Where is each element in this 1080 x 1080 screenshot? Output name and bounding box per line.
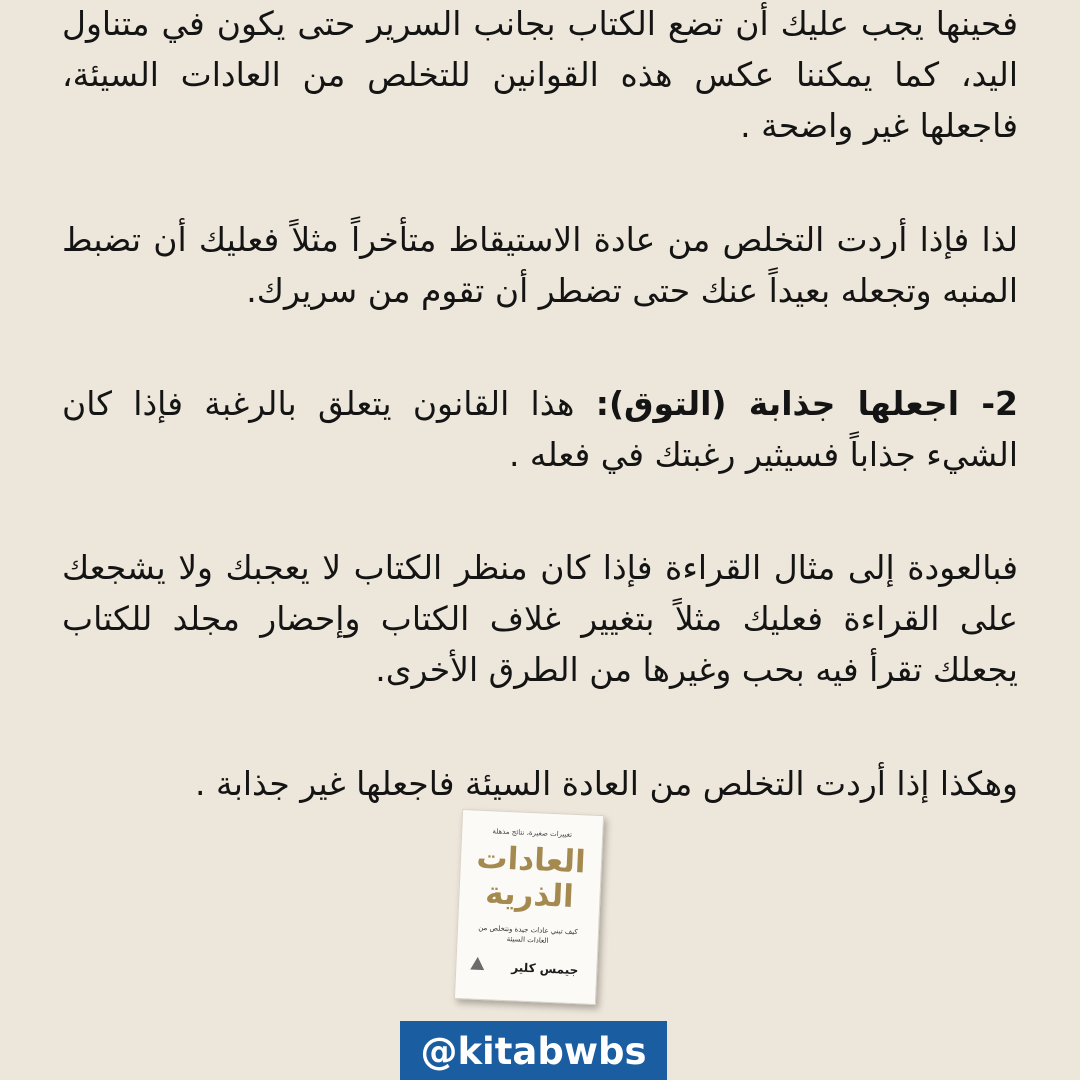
paragraph-1: فحينها يجب عليك أن تضع الكتاب بجانب السرير حتى يكون في متناول اليد، كما يمكننا عكس هذه القوانين للتخلص من العادات السيئة، فاجعلها غير واضحة . — [62, 4, 1018, 145]
rule-description: هذا القانون يتعلق بالرغبة فإذا كان الشيء جذاباً فسيثير رغبتك في فعله . — [62, 384, 1018, 474]
paragraph-4: فبالعودة إلى مثال القراءة فإذا كان منظر الكتاب لا يعجبك ولا يشجعك على القراءة فعليك مثلاً بتغيير غلاف الكتاب وإحضار مجلد للكتاب يجعلك تقرأ فيه بحب وغيرها من الطرق الأخرى. — [62, 548, 1018, 689]
book-subtitle: كيف تبني عادات جيدة وتتخلص من العادات السيئة — [478, 923, 578, 945]
publisher-logo-icon — [470, 957, 485, 971]
paragraph-5: وهكذا إذا أردت التخلص من العادة السيئة فاجعلها غير جذابة . — [195, 764, 1018, 803]
social-handle-badge: @kitabwbs — [400, 1021, 667, 1080]
book-cover-image — [454, 809, 604, 1005]
paragraph-3 — [62, 378, 1018, 480]
book-title: العادات الذرية — [475, 839, 587, 915]
paragraph-2: لذا فإذا أردت التخلص من عادة الاستيقاظ متأخراً مثلاً فعليك أن تضبط المنبه وتجعله بعيداً عنك حتى تضطر أن تقوم من سريرك. — [62, 220, 1018, 310]
book-author: جيمس كلير — [511, 960, 579, 978]
book-tagline: تغييرات صغيرة، نتائج مذهلة — [492, 827, 573, 839]
rule-heading: 2- اجعلها جذابة (التوق): — [595, 384, 1018, 423]
